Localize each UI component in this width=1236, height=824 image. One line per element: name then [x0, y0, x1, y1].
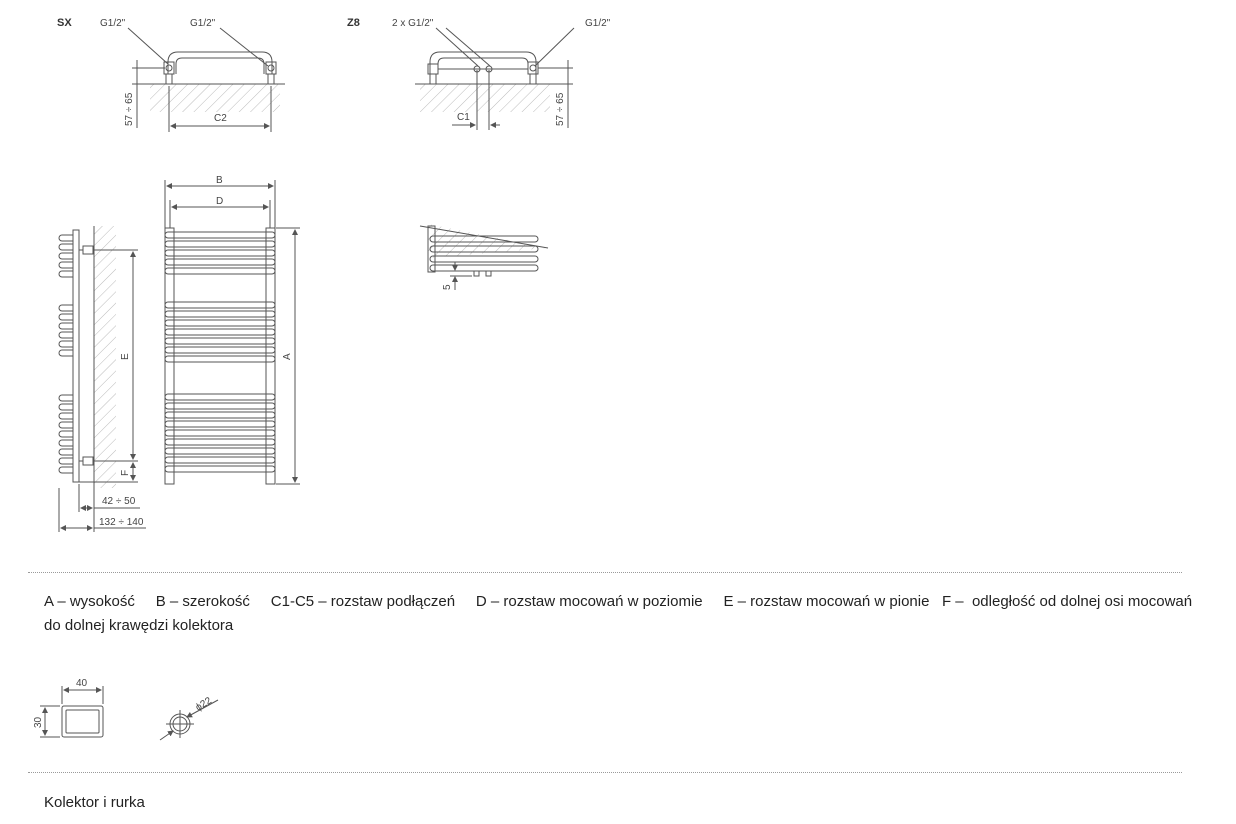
height-dimension: A [282, 353, 293, 360]
legend-c: C1-C5 – rozstaw podłączeń [270, 593, 456, 610]
z8-left-connection-label: 2 x G1/2" [392, 18, 434, 29]
side-view [59, 226, 146, 532]
dimension-legend [44, 590, 1197, 638]
collector-width-dimension: 40 [76, 678, 88, 689]
divider-top [28, 572, 1182, 573]
legend-d: D – rozstaw mocowań w poziomie [475, 593, 703, 610]
sx-right-connection-label: G1/2" [190, 18, 216, 29]
sx-height-dimension: 57 ÷ 65 [124, 92, 135, 126]
front-view [165, 175, 300, 484]
sx-left-connection-label: G1/2" [100, 18, 126, 29]
bottom-offset-dimension: F [120, 469, 131, 476]
width-dimension: B [216, 175, 223, 186]
divider-bottom [28, 772, 1182, 773]
legend-f: F – odległość od dolnej osi mocowań do dolnej krawędzi kolektora [44, 593, 1197, 634]
z8-top-view [347, 17, 611, 130]
mount-vertical-dimension: E [120, 353, 131, 360]
sx-label: SX [57, 17, 72, 29]
wall-distance-dimension: 42 ÷ 50 [102, 496, 136, 507]
profiles-caption: Kolektor i rurka [44, 794, 145, 811]
sx-spacing-dimension: C2 [214, 113, 227, 124]
legend-b: B – szerokość [155, 593, 250, 610]
tube-diameter-dimension: ϕ22 [193, 695, 214, 714]
legend-e: E – rozstaw mocowań w pionie [723, 593, 930, 610]
gap-dimension: 5 [442, 284, 453, 290]
collector-height-dimension: 30 [33, 716, 44, 728]
detail-view [420, 224, 548, 290]
z8-height-dimension: 57 ÷ 65 [555, 92, 566, 126]
tube-profile [160, 695, 218, 740]
z8-label: Z8 [347, 17, 360, 29]
mount-horizontal-dimension: D [216, 196, 224, 207]
depth-dimension: 132 ÷ 140 [99, 517, 144, 528]
z8-spacing-dimension: C1 [457, 112, 470, 123]
z8-right-connection-label: G1/2" [585, 18, 611, 29]
legend-a: A – wysokość [44, 593, 135, 610]
sx-top-view [57, 17, 285, 132]
collector-profile [33, 678, 103, 737]
